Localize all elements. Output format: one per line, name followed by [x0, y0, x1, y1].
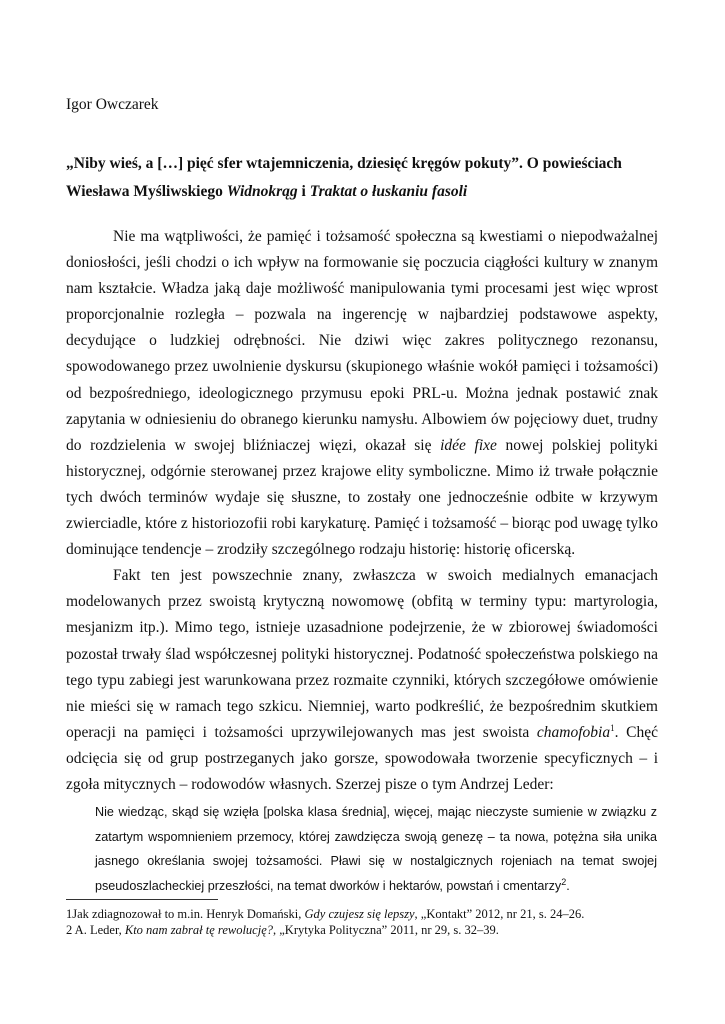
paragraph-2-part-1: Fakt ten jest powszechnie znany, zwłaszcza w swoich medialnych emanacjach modelowanych przez swoistą krytyczną nowomowę (obfitą w terminy typu: martyrologia, mesjanizm itp.). Mimo tego, istnieje uzasadnione podejrzenie, że w zbiorowej świadomości pozostał trwały ślad współczesnej polityki historycznej. Podatność społeczeństwa polskiego na tego typu zabiegi jest warunkowana przez rozmaite czynniki, których szczegółowe omówienie nie mieści się w ramach tego szkicu. Niemniej, warto podkreślić, że bezpośrednim skutkiem operacji na pamięci i tożsamości uprzywilejowanych mas jest swoista [66, 567, 658, 741]
title-book-1: Widnokrąg [226, 183, 298, 200]
paragraph-1-emphasis: idée fixe [440, 436, 497, 454]
footnote-1 [66, 906, 666, 922]
paragraph-2-part-2: . Chęć odcięcia się od grup postrzeganych jako gorsze, spowodowała tworzenie specyficznych – i zgoła mitycznych – rodowodów własnych. Szerzej pisze o tym Andrzej Leder: [66, 723, 658, 793]
paragraph-2-emphasis: chamofobia [536, 723, 611, 741]
footnote-1-prefix: 1Jak zdiagnozował to m.in. Henryk Domański, [66, 907, 305, 921]
quote-end: . [566, 878, 570, 893]
title-line-1: „Niby wieś, a […] pięć sfer wtajemniczenia, dziesięć kręgów pokuty”. O powieściach [66, 155, 622, 172]
footnote-2-prefix: 2 A. Leder, [66, 923, 125, 937]
footnote-2-title: Kto nam zabrał tę rewolucję? [124, 923, 273, 937]
paragraph-2 [66, 563, 658, 798]
article-title [66, 150, 661, 206]
footnote-separator [66, 899, 218, 900]
footnote-1-suffix: , „Kontakt” 2012, nr 21, s. 24–26. [414, 907, 585, 921]
title-book-2: Traktat o łuskaniu fasoli [309, 183, 468, 200]
title-conjunction: i [297, 183, 310, 200]
footnotes [66, 906, 666, 938]
footnote-2-suffix: , „Krytyka Polityczna” 2011, nr 29, s. 32–39. [273, 923, 499, 937]
footnote-ref-2[interactable]: 2 [561, 876, 567, 887]
footnote-2 [66, 922, 666, 938]
paragraph-1 [66, 224, 658, 563]
author-name: Igor Owczarek [66, 96, 159, 113]
footnote-ref-1[interactable]: 1 [610, 722, 615, 733]
paragraph-1-part-2: nowej polskiej polityki historycznej, odgórnie sterowanej przez krajowe elity symboliczne. Mimo iż trwałe połącznie tych dwóch terminów wydaje się słuszne, to zostały one jednocześnie odbite w krzywym zwierciadle, które z historiozofii robi karykaturę. Pamięć i tożsamość – biorąc pod uwagę tylko dominujące tendencje – zrodziły szczególnego rodzaju historię: historię oficerską. [66, 436, 658, 559]
body-text [66, 224, 658, 798]
block-quote [95, 800, 657, 898]
paragraph-1-part-1: Nie ma wątpliwości, że pamięć i tożsamość społeczna są kwestiami o niepodważalnej doniosłości, jeśli chodzi o ich wpływ na formowanie się poczucia ciągłości kultury w znanym nam kształcie. Władza jaką daje możliwość manipulowania tymi procesami jest więc wprost proporcjonalnie rozległa – pozwala na ingerencję w najbardziej podstawowe aspekty, decydujące o ludzkiej odrębności. Nie dziwi więc zakres politycznego rezonansu, spowodowanego przez uwolnienie dyskursu (skupionego właśnie wokół pamięci i tożsamości) od bezpośredniego, ideologicznego przymusu epoki PRL-u. Można jednak postawić znak zapytania w odniesieniu do obranego kierunku namysłu. Albowiem ów pojęciowy duet, trudny do rozdzielenia w swojej bliźniaczej więzi, okazał się [66, 228, 658, 454]
title-line-2-prefix: Wiesława Myśliwskiego [66, 183, 227, 200]
quote-text: Nie wiedząc, skąd się wzięła [polska klasa średnia], więcej, mając nieczyste sumienie w związku z zatartym wspomnieniem przemocy, której zawdzięcza swoją genezę – ta nowa, potężna siła unika jasnego określania swojej tożsamości. Pławi się w nostalgicznych rojeniach na temat swojej pseudoszlacheckiej przeszłości, na temat dworków i hektarów, powstań i cmentarzy [95, 805, 657, 893]
footnote-1-title: Gdy czujesz się lepszy [304, 907, 415, 921]
